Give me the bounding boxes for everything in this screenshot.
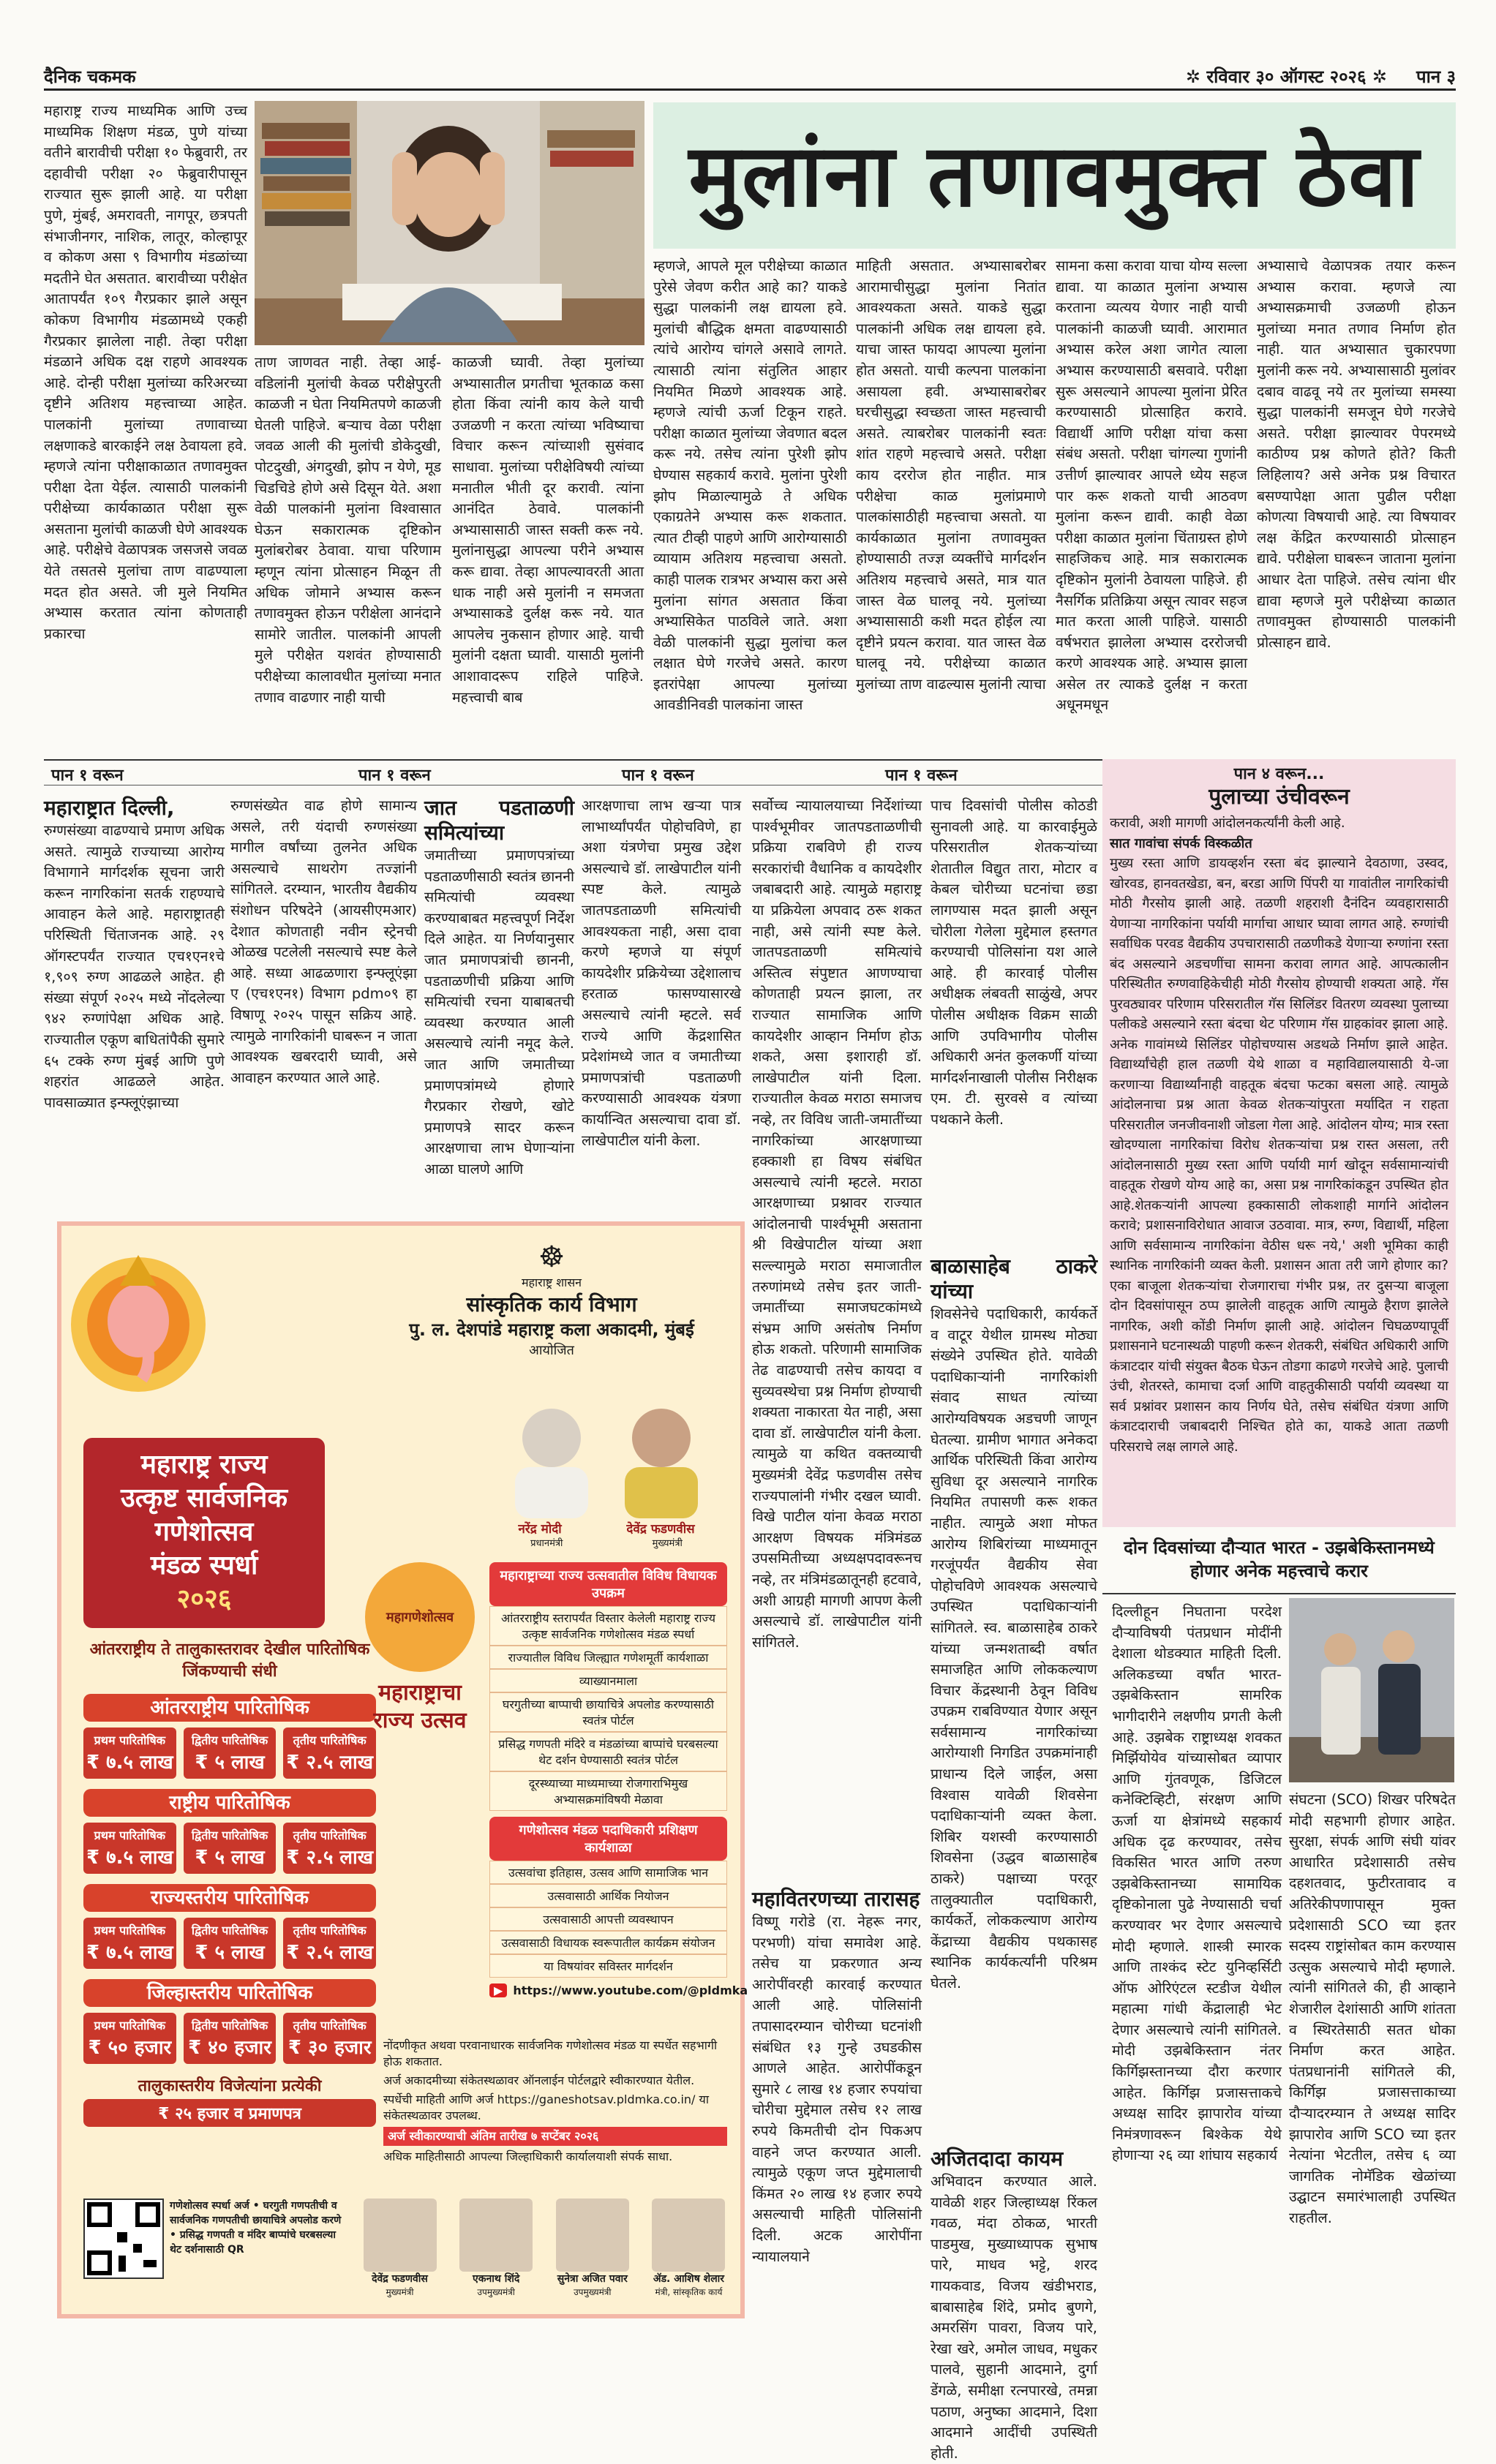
story-bridge-subhead: सात गावांचा संपर्क विस्कळीत bbox=[1110, 835, 1252, 851]
feature-headline: मुलांना तणावमुक्त ठेवा bbox=[688, 125, 1421, 226]
story-thackeray-head: बाळासाहेब ठाकरे यांच्या bbox=[931, 1254, 1097, 1303]
feature-col-4: म्हणजे, आपले मूल परीक्षेच्या काळात पुरेसे जेवण करीत आहे का? याकडे सुद्धा पालकांनी लक्ष द्यायला हवे. मुलांची बौद्धिक क्षमता वाढण्यासाठी त्यांचे आरोग्य चांगले असावे लागते. त्यासाठी त्यांना संतुलित आहार नियमित मिळणे आवश्यक आहे. म्हणजे त्यांची ऊर्जा टिकून राहते. परीक्षा काळात मुलांच्या जेवणात बदल करू नये. तसेच त्यांना पुरेशी झोप घेण्यास सहकार्य करावे. मुलांना पुरेशी झोप मिळाल्यामुळे ते अधिक एकाग्रतेने अभ्यास करू शकतात. त्यात टीव्ही पाहणे आणि आरोग्यासाठी व्यायाम अतिशय महत्त्वाचा असतो. काही पालक रात्रभर अभ्यास करा असे मुलांना सांगत असतात किंवा अभ्यासिकेत पाठविले जाते. अशा वेळी पालकांनी सुद्धा मुलांचा कल लक्षात घेणे गरजेचे असते. कारण इतरांपेक्षा आपल्या मुलांच्या आवडीनिवडी पालकांना जास्त bbox=[653, 257, 847, 714]
feature-col-7: अभ्यासाचे वेळापत्रक तयार करून अभ्यास करावा. म्हणजे त्या अभ्यासक्रमाची उजळणी होऊन मुलांच्या मनात तणाव निर्माण होत नाही. यात अभ्यासात चुकारपणा मुलांनी करू नये. अभ्यासासाठी मुलांवर दबाव वाढवू नये तर मुलांच्या समस्या सुद्धा पालकांनी समजून घेणे गरजेचे असते. परीक्षा झाल्यावर पेपरमध्ये काठीण्य प्रश्न कोणते होते? किती लिहिलाय? असे अनेक प्रश्न विचारत बसण्यापेक्षा आता पुढील परीक्षा कोणत्या विषयाची आहे. त्या विषयावर लक्ष केंद्रित करण्यासाठी प्रोत्साहन द्यावे. परीक्षेला घाबरून जाताना मुलांना आधार देता पाहिजे. तसेच त्यांना धीर द्यावा म्हणजे मुले परीक्षेच्या काळात तणावमुक्त होण्यासाठी पालकांनी प्रोत्साहन द्यावे. bbox=[1257, 257, 1456, 651]
program-item: दूरस्थ्याच्या माध्यमाच्या रोजगाराभिमुख अभ्यासक्रमांविषयी मेळावा bbox=[489, 1771, 727, 1811]
feature-col-6: सामना कसा करावा याचा योग्य सल्ला द्यावा. या काळात मुलांना अभ्यास करताना व्यत्यय येणार नाही याची पालकांनी काळजी घ्यावी. आरामात अभ्यास करेल अशा जागेत त्याला अभ्यास करण्यासाठी बसवावे. परीक्षा सुरू असल्याने आपल्या मुलांना प्रेरित करण्यासाठी प्रोत्साहित करावे. विद्यार्थी आणि परीक्षा यांचा कसा संबंध असतो. परीक्षा चांगल्या गुणांनी उत्तीर्ण झाल्यावर आपले ध्येय सहज पार करू शकतो याची आठवण मुलांना करून द्यावी. काही वेळा परीक्षा काळात मुलांना चिंताग्रस्त होणे साहजिकच आहे. मात्र सकारात्मक दृष्टिकोन मुलांनी ठेवायला पाहिजे. ही नैसर्गिक प्रतिक्रिया असून त्यावर सहज मात करता आली पाहिजे. यासाठी वर्षभरात झालेला अभ्यास दररोजची करणे आवश्यक आहे. अभ्यास झाला असेल तर त्याकडे दुर्लक्ष न करता अधूनमधून bbox=[1056, 257, 1247, 714]
feature-col-5: माहिती असतात. अभ्यासाबरोबर आरामाचीसुद्धा मुलांना नितांत आवश्यकता असते. याकडे सुद्धा पालकांनी अधिक लक्ष द्यायला हवे. याचा जास्त फायदा आपल्या मुलांना होत असतो. याची कल्पना पालकांना असायला हवी. अभ्यासाबरोबर घरचीसुद्धा स्वच्छता जास्त महत्त्वाची असते. त्याबरोबर पालकांनी स्वतः शांत राहणे महत्त्वाचे असते. परीक्षा काय दररोज होत नाहीत. मात्र परीक्षेचा काळ मुलांप्रमाणे पालकांसाठीही महत्त्वाचा असतो. या कार्यकाळात मुलांना तणावमुक्त होण्यासाठी तज्ज्ञ व्यक्तींचे मार्गदर्शन अतिशय महत्त्वाचे असते, मात्र यात जास्त वेळ घालवू नये. मुलांच्या अभ्यासासाठी कशी मदत होईल त्या दृष्टीने प्रयत्न करावा. यात जास्त वेळ घालवू नये. परीक्षेच्या काळात मुलांच्या ताण वाढल्यास मुलांनी त्याचा bbox=[856, 257, 1046, 693]
festival-logo-text: महागणेशोत्सव bbox=[365, 1562, 475, 1672]
feature-col-2: ताण जाणवत नाही. तेव्हा आई-वडिलांनी मुलांची केवळ परीक्षेपुरती काळजी न घेता नियमितपणे काळजी घेतली पाहिजे. बऱ्याच वेळा परीक्षा जवळ आली की मुलांची डोकेदुखी, पोटदुखी, अंगदुखी, झोप न येणे, मूड चिडचिडे होणे असे दिसून येते. अशा वेळी पालकांनी मुलांना विश्वासात घेऊन सकारात्मक दृष्टिकोन मुलांबरोबर ठेवावा. याचा परिणाम म्हणून त्यांना प्रोत्साहन मिळून ती अधिक जोमाने अभ्यास करून तणावमुक्त होऊन परीक्षेला आनंदाने सामोरे जातील. पालकांनी आपली मुले परीक्षेत यशवंत होण्यासाठी परीक्षेच्या कालावधीत मुलांच्या मनात तणाव वाढणार नाही याची bbox=[255, 354, 441, 706]
taluka-amount: ₹ २५ हजार व प्रमाणपत्र bbox=[83, 2099, 376, 2127]
ad-note: अधिक माहितीसाठी आपल्या जिल्हाधिकारी कार्यालयाशी संपर्क साधा. bbox=[383, 2150, 673, 2163]
story-bridge-jump: पान ४ वरून... bbox=[1233, 765, 1325, 783]
training-item: या विषयांवर सविस्तर मार्गदर्शन bbox=[489, 1954, 727, 1978]
story-caste-col-2: आरक्षणाचा लाभ खऱ्या पात्र लाभार्थ्यांपर्यंत पोहोचविणे, हा अशा यंत्रणेचा प्रमुख उद्देश असल्याचे डॉ. लाखेपाटील यांनी स्पष्ट केले. त्यामुळे जातपडताळणी समित्यांची आवश्यकता नाही, असा दावा करणे म्हणजे या संपूर्ण कायदेशीर प्रक्रियेच्या उद्देशालाच हरताळ फासण्यासारखे असल्याचे त्यांनी म्हटले. सर्व राज्ये आणि केंद्रशासित प्रदेशांमध्ये जात व जमातीच्या प्रमाणपत्रांची पडताळणी करण्यासाठी आवश्यक यंत्रणा कार्यान्वित असल्याचा दावा डॉ. लाखेपाटील यांनी केला. bbox=[582, 797, 741, 1149]
story-thackeray bbox=[931, 1254, 1097, 2139]
story-bridge-text: मुख्य रस्ता आणि डायव्हर्शन रस्ता बंद झाल्याने देवठाणा, उस्वद, खोरवड, हानवतखेडा, बन, बरडा आणि पिंपरी या गावांतील नागरिकांची मोठी गैरसोय झाली आहे. तळणी शहराशी दैनंदिन व्यवहारासाठी येणाऱ्या नागरिकांना पर्यायी मार्गाचा आधार घ्यावा लागत आहे. रुग्णांची सर्वाधिक परवड वैद्यकीय उपचारासाठी तळणीकडे येणाऱ्या रुग्णांना रस्ता बंद असल्याने अडचणींचा सामना करावा लागत आहे. आपत्कालीन परिस्थितीत रुग्णवाहिकेचीही मोठी गैरसोय होण्याची शक्यता आहे. गॅस पुरवठ्यावर परिणाम परिसरातील गॅस सिलिंडर वितरण व्यवस्था पुलाच्या पलीकडे असल्याने रस्ता बंदचा थेट परिणाम गॅस ग्राहकांवर झाला आहे. अनेक गावांमध्ये सिलिंडर पोहोचण्यास अडथळे निर्माण झाले आहेत. विद्यार्थ्यांचेही हाल तळणी येथे शाळा व महाविद्यालयासाठी ये-जा करणाऱ्या विद्यार्थ्यांनाही वाहतूक बंदचा फटका बसला आहे. त्यामुळे आंदोलनाचा प्रश्न आता केवळ शेतकऱ्यांपुरता मर्यादित न राहता परिसरातील जनजीवनाशी जोडला गेला आहे. आंदोलन योग्य; मात्र रस्ता खोदण्याला नागरिकांचा विरोध शेतकऱ्यांचा प्रश्न रास्त असला, तरी आंदोलनासाठी मुख्य रस्ता आणि पर्यायी मार्ग खोदून सर्वसामान्यांची वाहतूक रोखणे योग्य आहे का, असा प्रश्न नागरिकांकडून उपस्थित होत आहे.शेतकऱ्यांनी आपल्या हक्कासाठी लोकशाही मार्गाने आंदोलन करावे; प्रशासनाविरोधात आवाज उठवावा. मात्र, रुग्ण, विद्यार्थी, महिला आणि सर्वसामान्य नागरिकांना वेठीस धरू नये,' अशी भूमिका काही स्थानिक नागरिकांनी व्यक्त केली. प्रशासन आता तरी जागे होणार का? एका बाजूला शेतकऱ्यांचा रोजगाराचा गंभीर प्रश्न, तर दुसऱ्या बाजूला दोन दिवसांपासून ठप्प झालेली वाहतूक आणि त्यामुळे हैराण झालेले नागरिक, अशी कोंडी निर्माण झाली आहे. आंदोलन चिघळण्यापूर्वी प्रशासनाने घटनास्थळी पाहणी करून शेतकरी, संबंधित अधिकारी आणि कंत्राटदार यांची संयुक्त बैठक घेऊन तोडगा काढणे गरजेचे आहे. पुलाची उंची, शेतरस्ते, कामाचा दर्जा आणि वाहतुकीसाठी पर्यायी व्यवस्था या सर्व प्रश्नांवर प्रशासन काय निर्णय घेते, तसेच संबंधित यंत्रणा आणि कंत्राटदाराची जबाबदारी निश्चित होते का, याकडे आता तळणी परिसराचे लक्ष लागले आहे. bbox=[1110, 856, 1448, 1455]
story-mahavitaran bbox=[752, 1887, 922, 2318]
jump-label: पान १ वरून bbox=[351, 759, 614, 785]
story-thackeray-text: शिवसेनेचे पदाधिकारी, कार्यकर्ते व वाटूर येथील ग्रामस्थ मोठ्या संख्येने उपस्थित होते. यावेळी पदाधिकाऱ्यांनी नागरिकांशी संवाद साधत त्यांच्या आरोग्यविषयक अडचणी जाणून घेतल्या. ग्रामीण भागात अनेकदा आर्थिक परिस्थिती किंवा आरोग्य सुविधा दूर असल्याने नागरिक नियमित तपासणी करू शकत नाहीत. त्यामुळे अशा मोफत आरोग्य शिबिरांच्या माध्यमातून गरजूंपर्यंत वैद्यकीय सेवा पोहोचविणे आवश्यक असल्याचे उपस्थित पदाधिकाऱ्यांनी सांगितले. स्व. बाळासाहेब ठाकरे यांच्या जन्मशताब्दी वर्षात समाजहित आणि लोककल्याण विचार केंद्रस्थानी ठेवून विविध उपक्रम राबविण्यात येणार असून सर्वसामान्य नागरिकांच्या आरोग्याशी निगडित उपक्रमांनाही प्राधान्य दिले जाईल, असा विश्वास यावेळी शिवसेना पदाधिकाऱ्यांनी व्यक्त केला. शिबिर यशस्वी करण्यासाठी शिवसेना (उद्धव बाळासाहेब ठाकरे) पक्षाच्या परतूर तालुक्यातील पदाधिकारी, कार्यकर्ते, लोककल्याण आरोग्य केंद्राच्या वैद्यकीय पथकासह स्थानिक कार्यकर्त्यांनी परिश्रम घेतले. bbox=[931, 1306, 1097, 1992]
footer-person: सुनेत्रा अजित पवार उपमुख्यमंत्री bbox=[546, 2199, 638, 2298]
contest-title-1: महाराष्ट्र राज्य bbox=[140, 1450, 268, 1480]
prize-first: प्रथम पारितोषिक ₹ ७.५ लाख bbox=[83, 1918, 176, 1969]
masthead bbox=[44, 60, 1456, 91]
academy-name: पु. ल. देशपांडे महाराष्ट्र कला अकादमी, मुंबई bbox=[409, 1319, 694, 1340]
story-caste-text: जमातीच्या प्रमाणपत्रांच्या पडताळणीसाठी स्वतंत्र छाननी समित्यांची व्यवस्था करण्याबाबत महत्त्वपूर्ण निर्देश दिले आहेत. या निर्णयानुसार जात प्रमाणपत्रांची छाननी, पडताळणीची प्रक्रिया आणि समित्यांची रचना याबाबतची व्यवस्था करण्यात आली असल्याचे त्यांनी नमूद केले. जात आणि जमातीच्या प्रमाणपत्रांमध्ये होणारे गैरप्रकार रोखणे, खोटे प्रमाणपत्रे सादर करून आरक्षणाचा लाभ घेणाऱ्यांना आळा घालणे आणि bbox=[424, 847, 574, 1178]
story-mahavitaran-head: महावितरणच्या तारासह bbox=[752, 1887, 920, 1911]
training-item: उत्सवांचा इतिहास, उत्सव आणि सामाजिक भान bbox=[489, 1861, 727, 1884]
story-delhi-text: रुग्णसंख्या वाढण्याचे प्रमाण अधिक असते. त्यामुळे राज्याच्या आरोग्य विभागाने मार्गदर्शक सूचना जारी करून नागरिकांना सतर्क राहण्याचे आवाहन केले आहे. महाराष्ट्रातही परिस्थिती चिंताजनक आहे. २९ ऑगस्टपर्यंत राज्यात एच१एन१चे १,९०९ रुग्ण आढळले आहेत. ही संख्या संपूर्ण २०२५ मध्ये नोंदलेल्या ९४२ रुग्णांपेक्षा अधिक आहे. राज्यातील एकूण बाधितांपैकी सुमारे ६५ टक्के रुग्ण मुंबई आणि पुणे शहरांत आढळले आहेत. पावसाळ्यात इन्फ्लूएंझाच्या bbox=[44, 822, 225, 1111]
page-number: पान ३ bbox=[1416, 67, 1456, 87]
prize-second: द्वितीय पारितोषिक ₹ ५ लाख bbox=[184, 1918, 277, 1969]
ad-note: अर्ज अकादमीच्या संकेतस्थळावर ऑनलाईन पोर्टलद्वारे स्वीकारण्यात येतील. bbox=[383, 2073, 695, 2087]
youtube-icon: ▶ bbox=[489, 1983, 507, 1997]
paper-name: दैनिक चकमक bbox=[44, 67, 136, 87]
prize-first: प्रथम पारितोषिक ₹ ५० हजार bbox=[83, 2013, 176, 2064]
stressed-girl-photo bbox=[255, 101, 644, 345]
gov-name: महाराष्ट्र शासन bbox=[521, 1276, 582, 1289]
person-photo bbox=[556, 2199, 629, 2272]
story-ajit-text: अभिवादन करण्यात आले. यावेळी शहर जिल्हाध्यक्ष रिंकल गवळ, मंदा ठोकळ, भारती पाडमुख, मुख्याध्यापक सुभाष पारे, माधव भट्टे, शरद गायकवाड, विजय खंडीभराड, बाबासाहेब शिंदे, प्रमोद बुणगे, अमरसिंग पावरा, विजय पारे, रेखा खरे, अमोल जाधव, मधुकर पालवे, सुहानी आदमाने, दुर्गा डेंगळे, समीक्षा रत्नपारखे, तमन्ना पठाण, अनुष्का आदमाने, दिशा आदमाने आदींची उपस्थिती होती. bbox=[931, 2173, 1097, 2462]
leaders-portraits bbox=[486, 1394, 727, 1518]
prize-first: प्रथम पारितोषिक ₹ ७.५ लाख bbox=[83, 1728, 176, 1779]
feature-headline-banner bbox=[653, 102, 1456, 249]
story-caste-head: जात पडताळणी समित्यांच्या bbox=[424, 796, 574, 845]
ad-note: स्पर्धेची माहिती आणि अर्ज https://ganeshotsav.pldmka.co.in/ या संकेतस्थळावर उपलब्ध. bbox=[383, 2092, 709, 2122]
story-caste-col-3: सर्वोच्च न्यायालयाच्या निर्देशांच्या पार्श्वभूमीवर जातपडताळणीची प्रक्रिया राबविणे ही राज्य सरकारांची वैधानिक व कायदेशीर जबाबदारी आहे. त्यामुळे महाराष्ट्र या प्रक्रियेला अपवाद ठरू शकत नाही, असे त्यांनी स्पष्ट केले. जातपडताळणी समित्यांचे अस्तित्व संपुष्टात आणण्याचा कोणताही प्रयत्न झाला, तर राज्यात सामाजिक आणि कायदेशीर आव्हान निर्माण होऊ शकते, असा इशाराही डॉ. लाखेपाटील यांनी दिला. राज्यातील केवळ मराठा समाजच नव्हे, तर विविध जाती-जमातींच्या नागरिकांच्या आरक्षणाच्या हक्काशी हा विषय संबंधित असल्याचे त्यांनी म्हटले. मराठा आरक्षणाच्या प्रश्नावर राज्यात आंदोलनाची पार्श्वभूमी असताना श्री विखेपाटील यांच्या अशा सल्ल्यामुळे मराठा समाजातील तरुणांमध्ये तसेच इतर जाती-जमातींच्या समाजघटकांमध्ये संभ्रम आणि असंतोष निर्माण होऊ शकतो. परिणामी सामाजिक तेढ वाढण्याची तसेच कायदा व सुव्यवस्थेचा प्रश्न निर्माण होण्याची शक्यता नाकारता येत नाही, असा दावा डॉ. लाखेपाटील यांनी केला. त्यामुळे या कथित वक्तव्याची मुख्यमंत्री देवेंद्र फडणवीस तसेच राज्यपालांनी गंभीर दखल घ्यावी. विखे पाटील यांना केवळ मराठा आरक्षण विषयक मंत्रिमंडळ उपसमितीच्या अध्यक्षपदावरूनच नव्हे, तर मंत्रिमंडळातूनही हटवावे, अशी आग्रही मागणी आपण केली असल्याचे डॉ. लाखेपाटील यांनी सांगितले. bbox=[752, 797, 922, 1651]
program-item: आंतरराष्ट्रीय स्तरापर्यंत विस्तार केलेली महाराष्ट्र राज्य उत्कृष्ट सार्वजनिक गणेशोत्सव मंडळ स्पर्धा bbox=[489, 1606, 727, 1646]
taluka-title: तालुकास्तरीय विजेत्यांना प्रत्येकी bbox=[138, 2077, 322, 2095]
story-bridge-intro: करावी, अशी मागणी आंदोलनकर्त्यांनी केली आहे. bbox=[1110, 815, 1345, 831]
dept-name: सांस्कृतिक कार्य विभाग bbox=[466, 1292, 637, 1316]
programs-title: महाराष्ट्राच्या राज्य उत्सवातील विविध विधायक उपक्रम bbox=[489, 1562, 727, 1606]
prize-third: तृतीय पारितोषिक ₹ २.५ लाख bbox=[283, 1823, 376, 1874]
training-item: उत्सवासाठी विधायक स्वरूपातील कार्यक्रम संयोजन bbox=[489, 1931, 727, 1954]
issue-date: ✲ रविवार ३० ऑगस्ट २०२६ ✲ bbox=[1185, 67, 1387, 87]
qr-code-icon bbox=[83, 2199, 164, 2279]
ganesha-illustration bbox=[69, 1240, 208, 1409]
story-mahavitaran-text: विष्णू गरोडे (रा. नेहरू नगर, परभणी) यांचा समावेश आहे. तसेच या प्रकरणात अन्य आरोपींवरही कारवाई करण्यात आली आहे. पोलिसांनी तपासादरम्यान चोरीच्या घटनांशी संबंधित १३ गुन्हे उघडकीस आणले आहेत. आरोपींकडून सुमारे ८ लाख १४ हजार रुपयांचा चोरीचा मुद्देमाल तसेच १२ लाख रुपये किमतीची दोन पिकअप वाहने जप्त करण्यात आली. त्यामुळे एकूण जप्त मुद्देमालाची किंमत २० लाख १४ हजार रुपये असल्याची माहिती पोलिसांनी दिली. अटक आरोपींना न्यायालयाने bbox=[752, 1913, 922, 2265]
prize-second: द्वितीय पारितोषिक ₹ ५ लाख bbox=[184, 1823, 277, 1874]
jump-label: पान १ वरून bbox=[878, 759, 1102, 785]
festival-title: महाराष्ट्राचा राज्य उत्सव bbox=[373, 1680, 467, 1733]
ad-notes bbox=[383, 2038, 727, 2165]
story-delhi-col-1 bbox=[44, 796, 225, 1205]
feature-col-3: काळजी घ्यावी. तेव्हा मुलांच्या अभ्यासातील प्रगतीचा भूतकाळ कसा होता किंवा त्यांनी काय केले याची उजळणी न करता त्यांच्या भविष्याचा विचार करून त्यांच्याशी सुसंवाद साधावा. मुलांच्या परीक्षेविषयी त्यांच्या मनातील भीती दूर करावी. त्यांना आनंदित ठेवावे. पालकांनी अभ्यासासाठी जास्त सक्ती करू नये. मुलांनासुद्धा आपल्या परीने अभ्यास करू द्यावा. तेव्हा आपल्यावरती आता धाक नाही असे मुलांनी न समजता अभ्यासाकडे दुर्लक्ष करू नये. यात आपलेच नुकसान होणार आहे. याची मुलांनी दक्षता घ्यावी. यासाठी मुलांनी आशावादरूप राहिले पाहिजे. महत्त्वाची बाब bbox=[452, 354, 644, 706]
ad-note: नोंदणीकृत अथवा परवानाधारक सार्वजनिक गणेशोत्सव मंडळ या स्पर्धेत सहभागी होऊ शकतात. bbox=[383, 2038, 718, 2068]
prize-group-3 bbox=[83, 1884, 376, 1969]
training-item: उत्सवासाठी आपत्ती व्यवस्थापन bbox=[489, 1907, 727, 1931]
person-photo bbox=[652, 2199, 725, 2272]
contest-title-3: गणेशोत्सव bbox=[154, 1517, 254, 1547]
prize-group-title: राज्यस्तरीय पारितोषिक bbox=[83, 1884, 376, 1912]
jump-label: पान १ वरून bbox=[44, 759, 351, 785]
ad-footer-people bbox=[354, 2199, 734, 2298]
jump-label: पान १ वरून bbox=[614, 759, 878, 785]
prize-first: प्रथम पारितोषिक ₹ ७.५ लाख bbox=[83, 1823, 176, 1874]
ad-gov-header bbox=[369, 1240, 734, 1359]
leader1-name: नरेंद्र मोदी bbox=[518, 1522, 562, 1537]
story-ajit-head: अजितदादा कायम bbox=[931, 2147, 1064, 2171]
prize-group-2 bbox=[83, 1789, 376, 1874]
program-item: राज्यातील विविध जिल्ह्यात गणेशमूर्ती कार्यशाळा bbox=[489, 1646, 727, 1669]
story-delhi-col-2: रुग्णसंख्येत वाढ होणे सामान्य असले, तरी यंदाची रुग्णसंख्या मागील वर्षांच्या तुलनेत अधिक असल्याचे साथरोग तज्ज्ञांनी सांगितले. दरम्यान, भारतीय वैद्यकीय संशोधन परिषदेने (आयसीएमआर) देशात कोणताही नवीन स्ट्रेनची ओळख पटलेली नसल्याचे स्पष्ट केले आहे. सध्या आढळणारा इन्फ्लूएंझा ए (एच१एन१) विभाग pdm०९ हा विषाणू २०२५ पासून सक्रिय आहे. त्यामुळे नागरिकांनी घाबरून न जाता आवश्यक खबरदारी घ्यावी, असे आवाहन करण्यात आले आहे. bbox=[230, 797, 417, 1086]
story-uzbek-col-2: संघटना (SCO) शिखर परिषदेत मोदी सहभागी होणार आहेत. सुरक्षा, संपर्क आणि संघी यांवर आधारित प्रदेशासाठी तसेच दहशतवाद, फुटीरतावाद व अतिरेकीपणापासून मुक्त प्रदेशासाठी SCO च्या इतर सदस्य राष्ट्रांसोबत काम करण्यास उत्सुक असल्याचे मोदी म्हणाले. त्यांनी सांगितले की, ही आव्हाने शेजारील देशांसाठी आणि शांतता व स्थिरतेसाठी सतत धोका निर्माण करत आहेत. पंतप्रधानांनी सांगितले की, किर्गिझ प्रजासत्ताकाच्या दौऱ्यादरम्यान ते अध्यक्ष सादिर झापारोव आणि SCO च्या इतर नेत्यांना भेटतील, तसेच ६ व्या जागतिक नोमॅडिक खेळांच्या उद्घाटन समारंभालाही उपस्थित राहतील. bbox=[1289, 1791, 1456, 2226]
contest-title-2: उत्कृष्ट सार्वजनिक bbox=[121, 1483, 287, 1513]
festival-logo bbox=[361, 1562, 478, 1735]
story-uzbek-head: दोन दिवसांच्या दौऱ्यात भारत - उझबेकिस्तानमध्ये होणार अनेक महत्त्वाचे करार bbox=[1102, 1536, 1456, 1594]
program-item: घरगुतीच्या बाप्पाची छायाचित्रे अपलोड करण्यासाठी स्वतंत्र पोर्टल bbox=[489, 1692, 727, 1732]
prize-section bbox=[83, 1694, 376, 2127]
ganeshotsav-advertisement bbox=[57, 1221, 748, 2318]
prize-group-title: जिल्हास्तरीय पारितोषिक bbox=[83, 1979, 376, 2007]
leader2-role: मुख्यमंत्री bbox=[652, 1538, 683, 1549]
qr-description: गणेशोत्सव स्पर्धा अर्ज • घरगुती गणपतीची व सार्वजनिक गणपतीची छायाचित्रे अपलोड करणे • प्रसिद्ध गणपती व मंदिर बाप्पांचे घरबसल्या थेट दर्शनासाठी QR bbox=[170, 2200, 342, 2256]
prize-group-title: राष्ट्रीय पारितोषिक bbox=[83, 1789, 376, 1817]
story-delhi-head: महाराष्ट्रात दिल्ली, bbox=[44, 796, 175, 820]
program-item: व्याख्यानमाला bbox=[489, 1669, 727, 1692]
leaders-photo bbox=[1289, 1598, 1454, 1782]
youtube-link[interactable] bbox=[489, 1983, 748, 1997]
story-ajit bbox=[931, 2147, 1097, 2462]
prize-group-4 bbox=[83, 1979, 376, 2064]
story-bridge-box bbox=[1102, 759, 1456, 1527]
training-title: गणेशोत्सव मंडळ पदाधिकारी प्रशिक्षण कार्यशाळा bbox=[489, 1817, 727, 1861]
training-item: उत्सवासाठी आर्थिक नियोजन bbox=[489, 1884, 727, 1907]
prize-second: द्वितीय पारितोषिक ₹ ४० हजार bbox=[184, 2013, 277, 2064]
leaders-roles bbox=[486, 1536, 727, 1549]
person-photo bbox=[459, 2199, 533, 2272]
leader2-name: देवेंद्र फडणवीस bbox=[626, 1522, 695, 1537]
story-bridge-body bbox=[1102, 810, 1456, 1518]
prize-third: तृतीय पारितोषिक ₹ ३० हजार bbox=[283, 2013, 376, 2064]
story-caste-col-1 bbox=[424, 796, 574, 1205]
story-theft: पाच दिवसांची पोलीस कोठडी सुनावली आहे. या कारवाईमुळे परिसरातील शेतकऱ्यांच्या शेतातील विद्युत तारा, मोटार व केबल चोरीच्या घटनांचा छडा लागण्यास मदत झाली असून चोरीला गेलेला मुद्देमाल हस्तगत करण्याची पोलिसांना यश आले आहे. ही कारवाई पोलीस अधीक्षक लंबवती साळुंखे, अपर पोलीस अधीक्षक विक्रम साळी आणि उपविभागीय पोलीस अधिकारी अनंत कुलकर्णी यांच्या मार्गदर्शनाखाली पोलीस निरीक्षक एम. टी. सुरवसे व त्यांच्या पथकाने केली. bbox=[931, 797, 1097, 1128]
footer-person: देवेंद्र फडणवीस मुख्यमंत्री bbox=[354, 2199, 446, 2298]
person-photo bbox=[364, 2199, 437, 2272]
leader1-role: प्रधानमंत्री bbox=[530, 1538, 563, 1549]
ad-note-deadline: अर्ज स्वीकारण्याची अंतिम तारीख ७ सप्टेंबर २०२६ bbox=[383, 2127, 727, 2146]
story-uzbek-col-1: दिल्लीहून निघताना परदेश दौऱ्याविषयी पंतप्रधान मोदींनी देशाला थोडक्यात माहिती दिली. अलिकडच्या वर्षांत भारत-उझबेकिस्तान सामरिक भागीदारीने लक्षणीय प्रगती केली आहे. उझबेक राष्ट्राध्यक्ष शवकत मिर्झियोयेव यांच्यासोबत व्यापार आणि गुंतवणूक, डिजिटल कनेक्टिव्हिटी, संरक्षण आणि ऊर्जा या क्षेत्रांमध्ये सहकार्य अधिक दृढ करण्यावर, तसेच विकसित भारत आणि तरुण उझबेकिस्तानच्या सामायिक दृष्टिकोनाला पुढे नेण्यासाठी चर्चा करण्यावर भर देणार असल्याचे मोदी म्हणाले. शास्त्री स्मारक आणि ताश्कंद स्टेट युनिव्हर्सिटी ऑफ ओरिएंटल स्टडीज येथील महात्मा गांधी केंद्रालाही भेट देणार असल्याचे त्यांनी सांगितले. मोदी उझबेकिस्तान नंतर किर्गिझस्तानच्या दौरा करणार आहेत. किर्गिझ प्रजासत्ताकचे अध्यक्ष सादिर झापारोव यांच्या निमंत्रणावरून बिश्केक येथे होणाऱ्या २६ व्या शांघाय सहकार्य bbox=[1112, 1603, 1282, 2164]
youtube-url: https://www.youtube.com/@pldmka bbox=[513, 1983, 748, 1997]
prize-group-title: आंतरराष्ट्रीय पारितोषिक bbox=[83, 1694, 376, 1722]
programs-list bbox=[489, 1562, 748, 1997]
organizer-label: आयोजित bbox=[529, 1343, 574, 1358]
footer-person: ॲड. आशिष शेलार मंत्री, सांस्कृतिक कार्य bbox=[643, 2199, 734, 2298]
contest-title-box bbox=[83, 1438, 325, 1628]
program-item: प्रसिद्ध गणपती मंदिरे व मंडळांच्या बाप्पांचे घरबसल्या थेट दर्शन घेण्यासाठी स्वतंत्र पोर्टल bbox=[489, 1732, 727, 1771]
contest-subtitle: आंतरराष्ट्रीय ते तालुकास्तरावर देखील पारितोषिक जिंकण्याची संधी bbox=[89, 1640, 370, 1681]
feature-col-1: महाराष्ट्र राज्य माध्यमिक आणि उच्च माध्यमिक शिक्षण मंडळ, पुणे यांच्या वतीने बारावीची परीक्षा १० फेब्रुवारी, तर दहावीची परीक्षा २० फेब्रुवारीपासून राज्यात सुरू झाली आहे. या परीक्षा पुणे, मुंबई, अमरावती, नागपूर, छत्रपती संभाजीनगर, नाशिक, लातूर, कोल्हापूर व कोकण असा ९ विभागीय मंडळांच्या मदतीने घेत असतात. बारावीच्या परीक्षेत आतापर्यंत १०९ गैरप्रकार झाले असून कोकण विभागीय मंडळामध्ये एकही गैरप्रकार झालेला नाही. तेव्हा परीक्षा मंडळाने अधिक दक्ष राहणे आवश्यक आहे. दोन्ही परीक्षा मुलांच्या करिअरच्या दृष्टीने अतिशय महत्त्वाच्या आहेत. पालकांनी मुलांच्या तणावाच्या लक्षणाकडे बारकाईने लक्ष ठेवायला हवे. म्हणजे त्यांना परीक्षाकाळात तणावमुक्त परीक्षा देता येईल. त्यासाठी पालकांनी परीक्षेच्या कार्यकाळात परीक्षा सुरू असताना मुलांची काळजी घेणे आवश्यक आहे. परीक्षेचे वेळापत्रक जसजसे जवळ येते तसतसे मुलांचा ताण वाढण्याला मदत होत असते. जी मुले नियमित अभ्यास करतात त्यांना कोणताही प्रकारचा bbox=[44, 102, 247, 642]
emblem-icon: ☸ bbox=[538, 1240, 565, 1274]
contest-title-4: मंडळ स्पर्धा bbox=[150, 1551, 258, 1580]
prize-group-1 bbox=[83, 1694, 376, 1779]
prize-third: तृतीय पारितोषिक ₹ २.५ लाख bbox=[283, 1728, 376, 1779]
prize-second: द्वितीय पारितोषिक ₹ ५ लाख bbox=[184, 1728, 277, 1779]
story-bridge-head: पुलाच्या उंचीवरून bbox=[1209, 784, 1350, 810]
contest-year: २०२६ bbox=[176, 1584, 232, 1614]
leaders-names bbox=[486, 1520, 727, 1537]
footer-person: एकनाथ शिंदे उपमुख्यमंत्री bbox=[451, 2199, 542, 2298]
prize-third: तृतीय पारितोषिक ₹ २.५ लाख bbox=[283, 1918, 376, 1969]
